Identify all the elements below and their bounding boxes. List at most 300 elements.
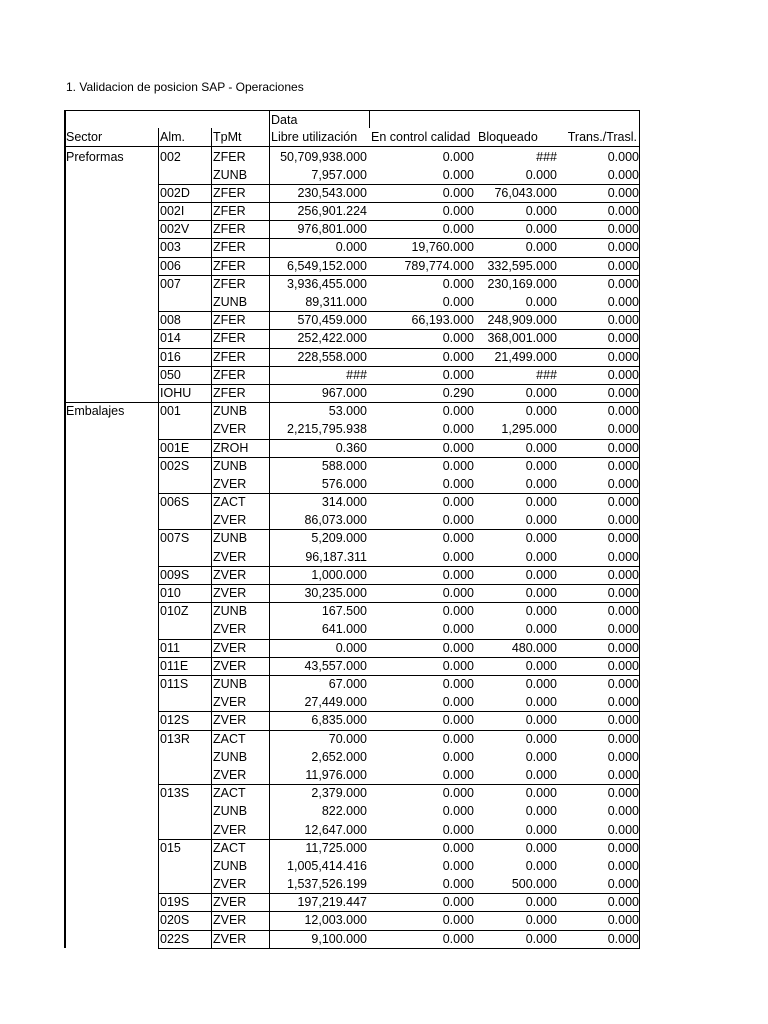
cell-alm: 003 bbox=[160, 240, 181, 255]
cell-sector bbox=[64, 511, 158, 529]
cell-sector bbox=[64, 875, 158, 893]
cell-control: 0.000 bbox=[442, 149, 474, 164]
cell-sector: Preformas bbox=[66, 149, 124, 164]
cell-control: 66,193.000 bbox=[411, 313, 474, 328]
cell-bloq: 21,499.000 bbox=[494, 349, 557, 364]
cell-alm bbox=[158, 821, 211, 839]
cell-alm: 015 bbox=[160, 840, 181, 855]
cell-bloq: 248,909.000 bbox=[487, 313, 557, 328]
row-separator bbox=[158, 602, 640, 603]
cell-control: 0.000 bbox=[442, 476, 474, 491]
cell-libre: 11,976.000 bbox=[305, 767, 367, 782]
cell-bloq: 0.000 bbox=[525, 604, 557, 619]
cell-trans: 0.000 bbox=[607, 895, 639, 910]
cell-trans: 0.000 bbox=[607, 677, 639, 691]
cell-alm: 007S bbox=[160, 531, 190, 546]
cell-alm bbox=[158, 766, 211, 784]
cell-trans: 0.000 bbox=[607, 385, 639, 400]
cell-tpmt: ZVER bbox=[213, 586, 247, 601]
cell-trans: 0.000 bbox=[607, 786, 639, 801]
cell-libre: 167.500 bbox=[321, 604, 367, 619]
header-libre: Libre utilización bbox=[271, 130, 358, 144]
cell-sector bbox=[64, 184, 158, 202]
cell-trans: 0.000 bbox=[607, 167, 639, 182]
cell-control: 0.000 bbox=[442, 331, 474, 346]
cell-sector bbox=[64, 839, 158, 857]
cell-trans: 0.000 bbox=[607, 658, 639, 673]
cell-alm bbox=[158, 875, 211, 893]
cell-trans: 0.000 bbox=[607, 877, 639, 892]
cell-tpmt: ZVER bbox=[213, 695, 247, 710]
cell-libre: 1,005,414.416 bbox=[287, 858, 367, 873]
table-row bbox=[64, 584, 640, 602]
cell-bloq: 0.000 bbox=[525, 404, 557, 419]
table-row bbox=[64, 493, 640, 511]
cell-sector bbox=[64, 602, 158, 620]
cell-sector bbox=[64, 730, 158, 748]
col-divider bbox=[369, 110, 370, 128]
cell-alm bbox=[158, 857, 211, 875]
cell-trans: 0.000 bbox=[607, 731, 639, 746]
cell-libre: 256,901.224 bbox=[297, 204, 367, 219]
cell-sector bbox=[64, 766, 158, 784]
table-row bbox=[64, 930, 640, 948]
report-title: 1. Validacion de posicion SAP - Operaciones bbox=[66, 80, 304, 94]
row-separator bbox=[158, 311, 640, 312]
cell-control: 0.000 bbox=[442, 604, 474, 619]
cell-control: 0.000 bbox=[442, 786, 474, 801]
cell-trans: 0.000 bbox=[607, 913, 639, 928]
cell-libre: 7,957.000 bbox=[311, 167, 367, 182]
cell-alm: 002D bbox=[160, 185, 190, 200]
cell-libre: 641.000 bbox=[321, 622, 367, 637]
table-row bbox=[64, 620, 640, 638]
row-separator bbox=[158, 275, 640, 276]
cell-libre: 43,557.000 bbox=[304, 658, 367, 673]
cell-control: 0.000 bbox=[442, 440, 474, 455]
cell-bloq: 0.000 bbox=[525, 658, 557, 673]
cell-alm: 050 bbox=[160, 367, 181, 382]
cell-control: 0.000 bbox=[442, 404, 474, 419]
cell-control: 0.000 bbox=[442, 349, 474, 364]
row-separator bbox=[158, 493, 640, 494]
cell-libre: 53.000 bbox=[328, 404, 367, 419]
cell-trans: 0.000 bbox=[607, 767, 639, 782]
col-divider bbox=[269, 110, 270, 948]
cell-alm: IOHU bbox=[160, 385, 192, 400]
cell-tpmt: ZVER bbox=[213, 913, 247, 928]
cell-alm: 010 bbox=[160, 586, 181, 601]
row-separator bbox=[158, 529, 640, 530]
cell-trans: 0.000 bbox=[607, 476, 639, 491]
cell-trans: 0.000 bbox=[607, 604, 639, 619]
cell-sector bbox=[64, 475, 158, 493]
cell-libre: 50,709,938.000 bbox=[280, 149, 367, 164]
table-row bbox=[64, 511, 640, 529]
cell-libre: 1,537,526.199 bbox=[287, 877, 367, 892]
cell-alm: 001 bbox=[160, 404, 181, 419]
row-separator bbox=[158, 893, 640, 894]
table-row bbox=[64, 675, 640, 693]
cell-sector bbox=[64, 366, 158, 384]
cell-control: 0.000 bbox=[442, 695, 474, 710]
cell-trans: 0.000 bbox=[607, 331, 639, 346]
cell-control: 0.000 bbox=[442, 204, 474, 219]
cell-libre: 252,422.000 bbox=[297, 331, 367, 346]
cell-tpmt: ZVER bbox=[213, 513, 247, 528]
row-separator bbox=[158, 657, 640, 658]
header-row bbox=[64, 128, 640, 147]
cell-trans: 0.000 bbox=[607, 586, 639, 601]
cell-bloq: 0.000 bbox=[525, 822, 557, 837]
row-separator bbox=[158, 675, 640, 676]
row-separator bbox=[158, 711, 640, 712]
col-divider bbox=[158, 128, 159, 948]
cell-alm bbox=[158, 166, 211, 184]
cell-sector bbox=[64, 348, 158, 366]
cell-bloq: 1,295.000 bbox=[501, 422, 557, 437]
row-separator bbox=[158, 930, 640, 931]
cell-sector bbox=[64, 238, 158, 256]
cell-libre: 2,215,795.938 bbox=[287, 422, 367, 437]
cell-control: 0.000 bbox=[442, 877, 474, 892]
cell-tpmt: ZVER bbox=[213, 658, 247, 673]
cell-sector bbox=[64, 802, 158, 820]
row-separator bbox=[158, 329, 640, 330]
cell-libre: 0.000 bbox=[335, 640, 367, 655]
cell-trans: 0.000 bbox=[607, 222, 639, 237]
cell-sector bbox=[64, 548, 158, 566]
cell-trans: 0.000 bbox=[607, 458, 639, 473]
cell-alm bbox=[158, 802, 211, 820]
cell-libre: 27,449.000 bbox=[304, 695, 367, 710]
table-row bbox=[64, 420, 640, 438]
cell-control: 0.000 bbox=[442, 913, 474, 928]
cell-tpmt: ZVER bbox=[213, 640, 247, 655]
cell-libre: 96,187.311 bbox=[305, 549, 367, 564]
cell-tpmt: ZVER bbox=[213, 476, 247, 491]
cell-alm: 002I bbox=[160, 204, 185, 219]
cell-alm: 013S bbox=[160, 786, 190, 801]
cell-bloq: 0.000 bbox=[525, 567, 557, 582]
cell-bloq: 0.000 bbox=[525, 677, 557, 691]
header-sector: Sector bbox=[66, 130, 103, 144]
cell-trans: 0.000 bbox=[607, 840, 639, 855]
cell-libre: 976,801.000 bbox=[297, 222, 367, 237]
cell-trans: 0.000 bbox=[607, 367, 639, 382]
cell-tpmt: ZROH bbox=[213, 440, 249, 455]
cell-bloq: 76,043.000 bbox=[494, 185, 557, 200]
cell-trans: 0.000 bbox=[607, 749, 639, 764]
cell-tpmt: ZVER bbox=[213, 549, 247, 564]
table-row bbox=[64, 311, 640, 329]
cell-sector bbox=[64, 657, 158, 675]
cell-bloq: 480.000 bbox=[511, 640, 557, 655]
cell-tpmt: ZVER bbox=[213, 767, 247, 782]
data-label-row bbox=[64, 110, 640, 129]
cell-alm: 011E bbox=[160, 658, 189, 673]
cell-alm bbox=[158, 693, 211, 711]
cell-sector bbox=[64, 420, 158, 438]
col-divider bbox=[211, 128, 212, 948]
cell-control: 0.000 bbox=[442, 640, 474, 655]
cell-control: 0.000 bbox=[442, 167, 474, 182]
cell-alm: 011S bbox=[160, 677, 189, 691]
cell-alm bbox=[158, 511, 211, 529]
cell-bloq: 0.000 bbox=[525, 931, 557, 946]
cell-bloq: 368,001.000 bbox=[487, 331, 557, 346]
cell-tpmt: ZFER bbox=[213, 185, 246, 200]
cell-trans: 0.000 bbox=[607, 258, 639, 273]
cell-tpmt: ZFER bbox=[213, 313, 246, 328]
row-separator bbox=[158, 257, 640, 258]
table-row bbox=[64, 730, 640, 748]
cell-alm bbox=[158, 548, 211, 566]
cell-sector bbox=[64, 566, 158, 584]
cell-control: 0.000 bbox=[442, 531, 474, 546]
cell-trans: 0.000 bbox=[607, 422, 639, 437]
cell-libre: 576.000 bbox=[321, 476, 367, 491]
row-separator bbox=[158, 730, 640, 731]
cell-alm: 002S bbox=[160, 458, 190, 473]
cell-tpmt: ZFER bbox=[213, 331, 246, 346]
cell-control: 0.000 bbox=[442, 458, 474, 473]
cell-bloq: 230,169.000 bbox=[487, 276, 557, 291]
cell-libre: 67.000 bbox=[328, 677, 367, 691]
cell-control: 0.000 bbox=[442, 858, 474, 873]
table-row bbox=[64, 784, 640, 802]
cell-bloq: 0.000 bbox=[525, 476, 557, 491]
cell-trans: 0.000 bbox=[607, 313, 639, 328]
cell-alm: 010Z bbox=[160, 604, 189, 619]
header-control: En control calidad bbox=[371, 130, 471, 144]
cell-tpmt: ZVER bbox=[213, 822, 247, 837]
cell-libre: 5,209.000 bbox=[311, 531, 367, 546]
cell-control: 0.000 bbox=[442, 895, 474, 910]
cell-control: 0.000 bbox=[442, 840, 474, 855]
table-row bbox=[64, 548, 640, 566]
cell-control: 0.000 bbox=[442, 495, 474, 510]
cell-sector bbox=[64, 784, 158, 802]
cell-bloq: 0.000 bbox=[525, 513, 557, 528]
cell-control: 0.000 bbox=[442, 185, 474, 200]
cell-libre: 12,647.000 bbox=[304, 822, 367, 837]
cell-sector bbox=[64, 639, 158, 657]
cell-libre: 822.000 bbox=[321, 804, 367, 819]
cell-tpmt: ZUNB bbox=[213, 531, 248, 546]
cell-alm: 012S bbox=[160, 713, 190, 728]
cell-bloq: 0.000 bbox=[525, 385, 557, 400]
cell-bloq: 0.000 bbox=[525, 240, 557, 255]
cell-trans: 0.000 bbox=[607, 240, 639, 255]
cell-bloq: ### bbox=[536, 149, 557, 164]
cell-alm: 020S bbox=[160, 913, 190, 928]
cell-control: 0.000 bbox=[442, 731, 474, 746]
data-label: Data bbox=[271, 113, 298, 127]
cell-trans: 0.000 bbox=[607, 276, 639, 291]
table-row bbox=[64, 238, 640, 256]
row-separator bbox=[158, 384, 640, 385]
cell-sector bbox=[64, 166, 158, 184]
cell-control: 0.000 bbox=[442, 804, 474, 819]
table-row bbox=[64, 275, 640, 293]
cell-sector bbox=[64, 821, 158, 839]
cell-alm bbox=[158, 475, 211, 493]
cell-alm bbox=[158, 620, 211, 638]
cell-libre: 2,652.000 bbox=[311, 749, 367, 764]
cell-alm bbox=[158, 420, 211, 438]
cell-tpmt: ZUNB bbox=[213, 749, 248, 764]
cell-tpmt: ZUNB bbox=[213, 604, 248, 619]
cell-libre: 314.000 bbox=[321, 495, 367, 510]
table-row bbox=[64, 457, 640, 475]
cell-libre: ### bbox=[346, 367, 367, 382]
row-separator bbox=[158, 238, 640, 239]
row-separator bbox=[158, 457, 640, 458]
cell-bloq: 0.000 bbox=[525, 695, 557, 710]
cell-libre: 228,558.000 bbox=[297, 349, 367, 364]
table-row bbox=[64, 911, 640, 929]
cell-bloq: 332,595.000 bbox=[487, 258, 557, 273]
cell-trans: 0.000 bbox=[607, 622, 639, 637]
cell-libre: 0.000 bbox=[335, 240, 367, 255]
cell-alm: 013R bbox=[160, 731, 190, 746]
row-separator bbox=[158, 584, 640, 585]
cell-bloq: 0.000 bbox=[525, 531, 557, 546]
table-row bbox=[64, 657, 640, 675]
right-border bbox=[639, 110, 640, 948]
cell-libre: 3,936,455.000 bbox=[287, 276, 367, 291]
cell-libre: 86,073.000 bbox=[304, 513, 367, 528]
cell-libre: 1,000.000 bbox=[311, 567, 367, 582]
table-row bbox=[64, 821, 640, 839]
cell-trans: 0.000 bbox=[607, 640, 639, 655]
cell-control: 0.000 bbox=[442, 931, 474, 946]
table-row bbox=[64, 202, 640, 220]
cell-control: 0.290 bbox=[442, 385, 474, 400]
cell-sector bbox=[64, 493, 158, 511]
cell-trans: 0.000 bbox=[607, 440, 639, 455]
cell-alm: 008 bbox=[160, 313, 181, 328]
cell-alm: 011 bbox=[160, 640, 180, 655]
cell-sector bbox=[64, 329, 158, 347]
cell-alm: 006S bbox=[160, 495, 190, 510]
cell-control: 0.000 bbox=[442, 549, 474, 564]
cell-sector bbox=[64, 620, 158, 638]
cell-trans: 0.000 bbox=[607, 931, 639, 946]
cell-tpmt: ZUNB bbox=[213, 804, 248, 819]
cell-libre: 967.000 bbox=[321, 385, 367, 400]
cell-control: 0.000 bbox=[442, 749, 474, 764]
row-separator bbox=[158, 639, 640, 640]
cell-sector bbox=[64, 275, 158, 293]
cell-tpmt: ZVER bbox=[213, 895, 247, 910]
cell-bloq: 0.000 bbox=[525, 731, 557, 746]
row-separator bbox=[158, 911, 640, 912]
table-row bbox=[64, 257, 640, 275]
table-row bbox=[64, 166, 640, 184]
cell-libre: 70.000 bbox=[328, 731, 367, 746]
row-separator bbox=[158, 839, 640, 840]
row-separator bbox=[158, 566, 640, 567]
cell-sector bbox=[64, 384, 158, 402]
table-row bbox=[64, 693, 640, 711]
header-bloqueado: Bloqueado bbox=[478, 130, 538, 144]
cell-control: 19,760.000 bbox=[411, 240, 474, 255]
table-row bbox=[64, 639, 640, 657]
cell-control: 0.000 bbox=[442, 713, 474, 728]
row-separator bbox=[64, 402, 640, 403]
cell-libre: 0.360 bbox=[335, 440, 367, 455]
cell-alm: 022S bbox=[160, 931, 190, 946]
cell-bloq: 0.000 bbox=[525, 167, 557, 182]
cell-tpmt: ZFER bbox=[213, 258, 246, 273]
cell-libre: 89,311.000 bbox=[305, 295, 367, 310]
cell-alm: 014 bbox=[160, 331, 181, 346]
cell-control: 0.000 bbox=[442, 295, 474, 310]
cell-sector bbox=[64, 202, 158, 220]
header-tpmt: TpMt bbox=[213, 130, 242, 144]
cell-trans: 0.000 bbox=[607, 567, 639, 582]
table-row bbox=[64, 529, 640, 547]
cell-bloq: 0.000 bbox=[525, 913, 557, 928]
cell-tpmt: ZACT bbox=[213, 495, 246, 510]
row-separator bbox=[158, 439, 640, 440]
cell-bloq: 0.000 bbox=[525, 804, 557, 819]
cell-control: 0.000 bbox=[442, 276, 474, 291]
table-row bbox=[64, 802, 640, 820]
cell-sector bbox=[64, 693, 158, 711]
cell-trans: 0.000 bbox=[607, 804, 639, 819]
cell-tpmt: ZVER bbox=[213, 422, 247, 437]
cell-control: 0.000 bbox=[442, 767, 474, 782]
table-row bbox=[64, 475, 640, 493]
cell-tpmt: ZUNB bbox=[213, 404, 248, 419]
cell-libre: 11,725.000 bbox=[305, 840, 367, 855]
cell-control: 0.000 bbox=[442, 586, 474, 601]
cell-tpmt: ZACT bbox=[213, 840, 246, 855]
cell-bloq: ### bbox=[536, 367, 557, 382]
cell-trans: 0.000 bbox=[607, 185, 639, 200]
table-row bbox=[64, 402, 640, 420]
cell-tpmt: ZFER bbox=[213, 149, 246, 164]
cell-trans: 0.000 bbox=[607, 549, 639, 564]
table-row bbox=[64, 566, 640, 584]
cell-alm bbox=[158, 748, 211, 766]
cell-bloq: 500.000 bbox=[511, 877, 557, 892]
cell-tpmt: ZVER bbox=[213, 567, 247, 582]
cell-control: 0.000 bbox=[442, 622, 474, 637]
cell-sector bbox=[64, 257, 158, 275]
cell-bloq: 0.000 bbox=[525, 495, 557, 510]
cell-control: 789,774.000 bbox=[404, 258, 474, 273]
table-row bbox=[64, 602, 640, 620]
cell-control: 0.000 bbox=[442, 567, 474, 582]
cell-libre: 6,549,152.000 bbox=[287, 258, 367, 273]
cell-alm: 019S bbox=[160, 895, 190, 910]
cell-control: 0.000 bbox=[442, 367, 474, 382]
table-row bbox=[64, 184, 640, 202]
cell-bloq: 0.000 bbox=[525, 858, 557, 873]
cell-sector bbox=[64, 529, 158, 547]
cell-alm: 016 bbox=[160, 349, 181, 364]
cell-control: 0.000 bbox=[442, 658, 474, 673]
cell-bloq: 0.000 bbox=[525, 440, 557, 455]
cell-tpmt: ZUNB bbox=[213, 167, 248, 182]
cell-alm: 002 bbox=[160, 149, 181, 164]
cell-trans: 0.000 bbox=[607, 531, 639, 546]
cell-bloq: 0.000 bbox=[525, 549, 557, 564]
